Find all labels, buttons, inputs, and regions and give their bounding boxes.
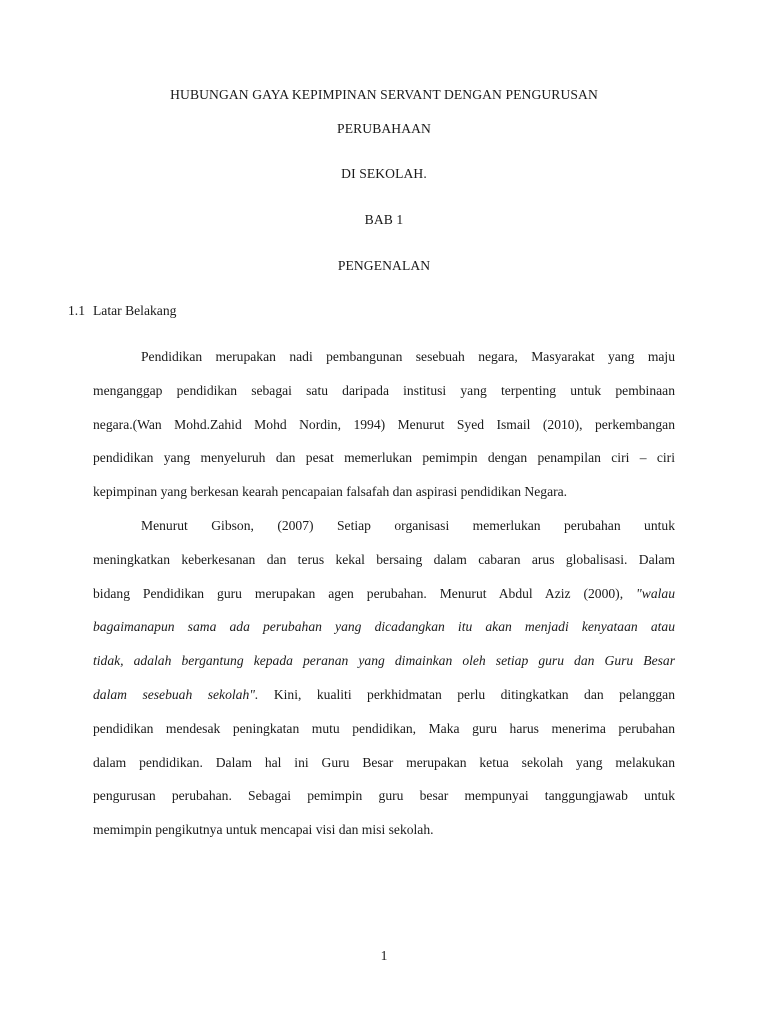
paragraph-2-line: meningkatkan keberkesanan dan terus kekal bersaing dalam cabaran arus globalisasi. Dalam (93, 551, 675, 567)
paragraph-2-line (93, 678, 675, 712)
paragraph-2-line: pengurusan perubahan. Sebagai pemimpin guru besar mempunyai tanggungjawab untuk (93, 788, 675, 804)
quote-text: "walau (636, 585, 675, 601)
paragraph-1-line: menganggap pendidikan sebagai satu daripada institusi yang terpenting untuk pembinaan (93, 382, 675, 398)
section-title: Latar Belakang (93, 303, 177, 318)
paragraph-2-text: bidang Pendidikan guru merupakan agen perubahan. Menurut Abdul Aziz (2000), (93, 585, 637, 601)
paragraph-1 (93, 340, 675, 509)
paragraph-2-line (93, 577, 675, 611)
paragraph-2-line: dalam pendidikan. Dalam hal ini Guru Besar merupakan ketua sekolah yang melakukan (93, 754, 675, 770)
paragraph-2-line: Menurut Gibson, (2007) Setiap organisasi memerlukan perubahan untuk (141, 518, 675, 533)
paragraph-2-text: Kini, kualiti perkhidmatan perlu ditingkatkan dan pelanggan (258, 686, 675, 702)
paragraph-1-line: negara.(Wan Mohd.Zahid Mohd Nordin, 1994) Menurut Syed Ismail (2010), perkembangan (93, 416, 675, 432)
title-line-2: PERUBAHAAN (337, 121, 431, 136)
title-line-1: HUBUNGAN GAYA KEPIMPINAN SERVANT DENGAN PENGURUSAN (170, 87, 598, 102)
paragraph-2-line: pendidikan mendesak peningkatan mutu pendidikan, Maka guru harus menerima perubahan (93, 720, 675, 736)
paragraph-2-line: memimpin pengikutnya untuk mencapai visi dan misi sekolah. (93, 822, 434, 838)
paragraph-1-line: kepimpinan yang berkesan kearah pencapaian falsafah dan aspirasi pendidikan Negara. (93, 484, 568, 500)
section-number: 1.1 (68, 303, 85, 318)
paragraph-2 (93, 509, 675, 847)
chapter-label: BAB 1 (364, 212, 404, 227)
title-line-3: DI SEKOLAH. (341, 166, 427, 181)
page-number: 1 (380, 948, 388, 963)
chapter-title: PENGENALAN (337, 258, 431, 273)
paragraph-1-line: pendidikan yang menyeluruh dan pesat memerlukan pemimpin dengan penampilan ciri – ciri (93, 450, 675, 466)
quote-line: tidak, adalah bergantung kepada peranan yang dimainkan oleh setiap guru dan Guru Besar (93, 653, 675, 669)
paragraph-1-line: Pendidikan merupakan nadi pembangunan sesebuah negara, Masyarakat yang maju (141, 349, 675, 364)
quote-text: dalam sesebuah sekolah". (93, 686, 259, 702)
section-heading (68, 303, 176, 319)
quote-line: bagaimanapun sama ada perubahan yang dicadangkan itu akan menjadi kenyataan atau (93, 619, 675, 635)
